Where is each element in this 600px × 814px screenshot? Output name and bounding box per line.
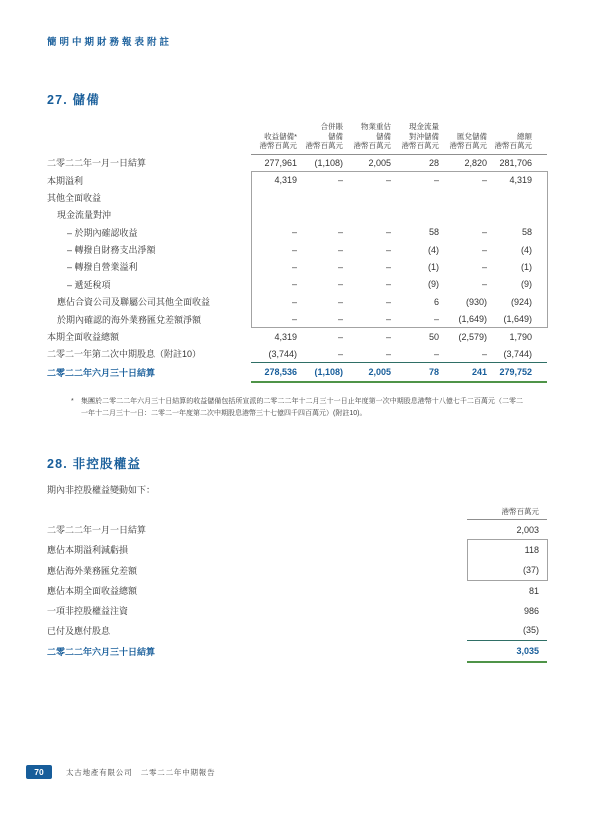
cell: (35) xyxy=(522,625,539,636)
header-spacer xyxy=(47,122,251,154)
table-row xyxy=(47,171,547,188)
cell: (1,649) xyxy=(439,310,487,327)
col-header-line: 儲備 xyxy=(328,131,343,141)
cell-pad xyxy=(539,621,547,641)
row-label: 二零二二年一月一日結算 xyxy=(47,525,147,536)
cell: 2,820 xyxy=(464,157,487,168)
cell: 986 xyxy=(523,605,539,616)
footer-report-title: 太古地產有限公司 二零二二年中期報告 xyxy=(66,767,216,777)
cell: – xyxy=(385,279,391,290)
reserves-table xyxy=(47,122,548,383)
table-row xyxy=(47,520,547,540)
cell: 277,961 xyxy=(264,157,297,168)
row-label: 應佔海外業務匯兌差額 xyxy=(47,565,138,576)
table-row xyxy=(47,310,547,327)
row-label: – 轉撥自財務支出淨額 xyxy=(67,245,156,256)
page-header: 簡明中期財務報表附註 xyxy=(47,37,173,48)
cell: – xyxy=(385,331,391,342)
cell-pad xyxy=(539,540,547,560)
nci-table-header-row xyxy=(47,507,547,520)
cell: (4) xyxy=(521,244,532,255)
col-header-line: 儲備 xyxy=(376,131,391,141)
cell-pad xyxy=(539,580,547,600)
row-label: – 於期內確認收益 xyxy=(67,227,138,238)
section-28-intro: 期內非控股權益變動如下： xyxy=(47,484,156,495)
cell: – xyxy=(337,227,343,238)
cell xyxy=(343,189,391,206)
row-label: 應佔本期全面收益總額 xyxy=(47,585,138,596)
cell-pad xyxy=(532,258,547,275)
cell: (1) xyxy=(521,261,532,272)
cell: 241 xyxy=(439,363,487,382)
col-header-line: 總額 xyxy=(517,131,532,141)
row-label: 其他全面收益 xyxy=(47,192,102,203)
cell-pad xyxy=(539,560,547,580)
row-label: 二零二二年六月三十日結算 xyxy=(47,367,156,378)
row-label: 一項非控股權益注資 xyxy=(47,606,129,616)
cell: 278,536 xyxy=(251,363,297,382)
cell: (37) xyxy=(467,560,539,580)
table-row xyxy=(47,258,547,275)
cell-pad xyxy=(532,345,547,362)
cell: 2,005 xyxy=(343,363,391,382)
cell: 281,706 xyxy=(499,157,532,168)
cell-pad xyxy=(539,520,547,540)
section-27-title: 27. 儲備 xyxy=(47,93,101,107)
nci-table xyxy=(47,507,548,663)
table-row xyxy=(47,276,547,293)
cell xyxy=(391,206,439,223)
cell: (4) xyxy=(428,244,439,255)
col-header-line: 港幣百萬元 xyxy=(353,141,391,150)
cell-pad xyxy=(532,293,547,310)
cell: 4,319 xyxy=(274,331,297,342)
header-pad xyxy=(532,122,547,154)
col-header-property-valuation-reserve xyxy=(343,122,391,154)
table-row xyxy=(47,621,547,641)
cell: – xyxy=(481,348,487,359)
table-row xyxy=(47,328,547,345)
row-label: 二零二一年第二次中期股息（附註10） xyxy=(47,349,202,360)
cell: – xyxy=(385,261,391,272)
row-label: 現金流量對沖 xyxy=(57,210,112,221)
col-header-line: 合併賬 xyxy=(320,122,343,131)
cell: – xyxy=(251,276,297,293)
row-label: 本期溢利 xyxy=(47,175,84,186)
cell: 50 xyxy=(428,331,439,342)
table-row xyxy=(47,154,547,171)
footnote-text: 集團於二零二二年六月三十日結算的收益儲備包括所宣派的二零二二年十二月三十一日止年度第一次中期股息港幣十八億七千二百萬元（二零二一年十二月三十一日：二零二一年度第二次中期股息港幣三十七億四千四百萬元）(附註10)。 xyxy=(81,397,523,417)
row-label: – 轉撥自營業溢利 xyxy=(67,262,138,273)
cell xyxy=(251,189,297,206)
cell: 4,319 xyxy=(487,171,532,188)
table-total-row xyxy=(47,363,547,382)
col-header-translation-reserve xyxy=(439,122,487,154)
cell: – xyxy=(251,310,297,327)
cell: – xyxy=(251,241,297,258)
cell: – xyxy=(481,279,487,290)
table-row xyxy=(47,560,547,580)
cell: (2,579) xyxy=(458,331,487,342)
col-header-total xyxy=(487,122,532,154)
footnote-marker: * xyxy=(71,397,74,405)
cell: – xyxy=(439,171,487,188)
cell: 2,005 xyxy=(368,157,391,168)
cell: 58 xyxy=(521,227,532,238)
cell-pad xyxy=(532,206,547,223)
row-label: 應佔本期溢利減虧損 xyxy=(47,545,129,556)
table-row xyxy=(47,293,547,310)
row-label: 本期全面收益總額 xyxy=(47,331,120,342)
cell-pad xyxy=(532,276,547,293)
cell xyxy=(297,189,343,206)
cell: – xyxy=(251,258,297,275)
col-header-line: 匯兌儲備 xyxy=(457,131,487,141)
col-header-revenue-reserve xyxy=(251,122,297,154)
cell: (9) xyxy=(521,279,532,290)
col-header-line: 收益儲備* xyxy=(264,131,297,141)
cell: (3,744) xyxy=(503,348,532,359)
cell-pad xyxy=(532,241,547,258)
col-header-line: 港幣百萬元 xyxy=(494,141,532,150)
cell: (1,649) xyxy=(487,310,532,327)
cell: – xyxy=(343,310,391,327)
cell-pad xyxy=(532,363,547,382)
cell-pad xyxy=(532,189,547,206)
cell: – xyxy=(385,227,391,238)
col-header-line: 港幣百萬元 xyxy=(501,506,539,516)
cell: – xyxy=(337,348,343,359)
table-row xyxy=(47,206,547,223)
section-28-title: 28. 非控股權益 xyxy=(47,456,142,471)
cell-pad xyxy=(532,310,547,327)
cell: – xyxy=(385,244,391,255)
cell: (924) xyxy=(510,296,532,307)
row-label: 於期內確認的海外業務匯兌差額淨額 xyxy=(57,314,202,325)
cell-pad xyxy=(532,171,547,188)
table-row xyxy=(47,189,547,206)
page-number-badge: 70 xyxy=(26,765,52,779)
table-row xyxy=(47,600,547,620)
cell xyxy=(439,189,487,206)
cell xyxy=(439,206,487,223)
table-total-row xyxy=(47,641,547,662)
cell: – xyxy=(251,293,297,310)
row-label: 應佔合資公司及聯屬公司其他全面收益 xyxy=(57,297,211,308)
cell: 1,790 xyxy=(509,331,532,342)
table-row xyxy=(47,580,547,600)
cell: 78 xyxy=(391,363,439,382)
table-row xyxy=(47,540,547,560)
cell: – xyxy=(481,261,487,272)
col-header-line: 港幣百萬元 xyxy=(305,141,343,150)
col-header-cashflow-hedge-reserve xyxy=(391,122,439,154)
cell: – xyxy=(297,171,343,188)
table-row xyxy=(47,224,547,241)
cell: – xyxy=(337,296,343,307)
footnote xyxy=(47,396,523,420)
header-pad xyxy=(539,507,547,520)
cell: 28 xyxy=(428,157,439,168)
cell: (3,744) xyxy=(268,348,297,359)
cell xyxy=(487,189,532,206)
cell: – xyxy=(433,348,439,359)
cell: (1,108) xyxy=(297,363,343,382)
cell xyxy=(487,206,532,223)
cell: – xyxy=(337,261,343,272)
cell: 279,752 xyxy=(487,363,532,382)
cell: – xyxy=(337,279,343,290)
cell: (930) xyxy=(465,296,487,307)
cell: 2,003 xyxy=(516,524,539,535)
row-label: 已付及應付股息 xyxy=(47,626,111,637)
cell: – xyxy=(391,310,439,327)
page-footer xyxy=(26,765,215,779)
cell-pad xyxy=(532,224,547,241)
cell xyxy=(343,206,391,223)
cell: 118 xyxy=(467,540,539,560)
cell: (1,108) xyxy=(314,157,343,168)
cell: (9) xyxy=(428,279,439,290)
col-header-line: 現金流量 xyxy=(409,122,439,131)
cell: – xyxy=(481,244,487,255)
table-row xyxy=(47,241,547,258)
cell: – xyxy=(385,296,391,307)
row-label: 二零二二年六月三十日結算 xyxy=(47,646,156,657)
cell xyxy=(391,189,439,206)
cell-pad xyxy=(532,154,547,171)
cell: – xyxy=(297,310,343,327)
col-header-line: 港幣百萬元 xyxy=(401,141,439,150)
header-spacer xyxy=(47,507,467,520)
cell: – xyxy=(337,331,343,342)
cell: 6 xyxy=(433,296,439,307)
cell: – xyxy=(251,224,297,241)
col-header-line: 港幣百萬元 xyxy=(259,141,297,150)
col-header-line: 港幣百萬元 xyxy=(449,141,487,150)
table-row xyxy=(47,345,547,362)
cell: – xyxy=(385,348,391,359)
col-header-merger-reserve xyxy=(297,122,343,154)
reserves-table-header-row xyxy=(47,122,547,154)
cell: – xyxy=(481,227,487,238)
col-header-unit xyxy=(467,507,539,520)
cell-pad xyxy=(539,600,547,620)
cell-pad xyxy=(532,328,547,345)
cell: – xyxy=(343,171,391,188)
col-header-line: 物業重估 xyxy=(361,122,391,131)
cell: 81 xyxy=(528,585,539,596)
cell: (1) xyxy=(428,261,439,272)
cell: 3,035 xyxy=(467,641,539,662)
cell: 58 xyxy=(428,227,439,238)
cell-pad xyxy=(539,641,547,662)
row-label: – 遞延稅項 xyxy=(67,279,111,290)
row-label: 二零二二年一月一日結算 xyxy=(47,158,147,169)
cell: 4,319 xyxy=(251,171,297,188)
cell: – xyxy=(391,171,439,188)
cell xyxy=(297,206,343,223)
col-header-line: 對沖儲備 xyxy=(409,131,439,141)
cell xyxy=(251,206,297,223)
cell: – xyxy=(337,244,343,255)
